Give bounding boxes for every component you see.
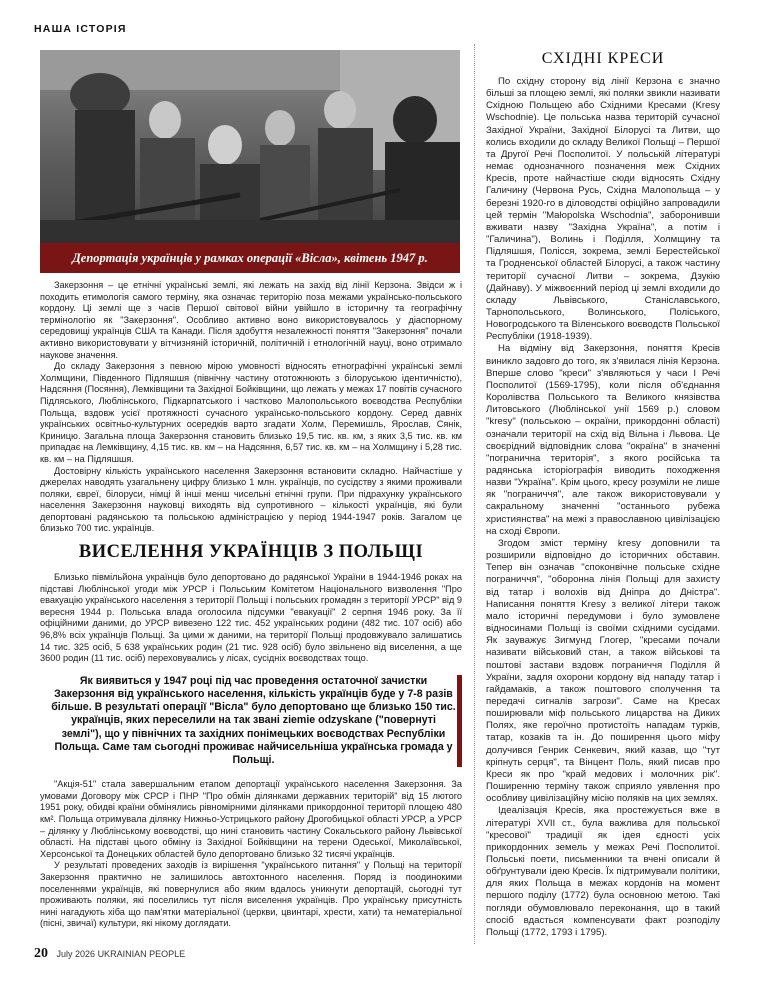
paragraph: По східну сторону від лінії Керзона є значно більші за площею землі, які поляки звикли називати Східною Польщею або Східними Кресами (Kresy Wschodnie). Це польська назва територій сучасної Західної України, Західної Білорусі та Литви, що колись входили до складу Великої Польщі – Першої та Другої Речі Посполитої. У польській літературі немає однозначного позначення меж Східних Кресів, проте найчастіше сюди відносять Східну Галичину (Червона Русь, Східна Малопольща – у березні 1920-го в діловодстві офіційно запровадили цей термін "Małopolska Wschodnia", заборонивши вживати назву "Західна Україна", а потім і "Галичина"), Волинь і Поділля, Холмщину та Підляшшя, Полісся, зокрема, землі Берестейської та Гродненської областей Білорусі, а також частину території сучасної Литви – зокрема, Дзукію (Дайнаву). У міжвоєнний період ці землі входили до складу Львівського, Станіславського, Тарнопольського, Волинського, Поліського, Новогродського та Віленського воєводств Польської Республіки (1918-1939). — [486, 76, 720, 343]
photo-caption: Депортація українців у рамках операції «Вісла», квітень 1947 р. — [40, 243, 460, 273]
paragraph: Закерзоння – це етнічні українські землі, які лежать на захід від лінії Керзона. Звідси ж і походить етимологія самого терміну, яка означає територію поза межами українсько-польського кордону. Ці землі ще з часів Першої світової війни увійшло в історичну та географічну термінологію як "Закерзоння". Особливо активно воно використовувалось у діаспорному середовищі українців США та Канади. Після здобуття незалежності поняття "Закерзоння" почали активно використовувати у вітчизняній історичній, політичній і етнологічній науці, воно отримало наукове значення. — [40, 280, 462, 360]
magazine-name: UKRAINIAN PEOPLE — [97, 949, 186, 959]
page-number: 20 — [34, 946, 48, 961]
paragraph: "Акція-51" стала завершальним етапом депортації українського населення Закерзоння. За умовами Договору між СРСР і ПНР "Про обмін ділянками державних територій" від 15 лютого 1951 року, обидві країни обмінялись рівномірними ділянками прикордонної території площею 480 км². Польща отримувала ділянку Нижньо-Устрицького району Дрогобицької області УРСР, а УРСР – ділянку у Люблінському воєводстві, що нині становить частину Сокальського району Львівської області. На підставі цього обміну із Західної Бойківщини на терени Одеської, Миколаївської, Херсонської та Донецьких областей було депортовано близько 32 тисячі українців. — [40, 779, 462, 859]
left-column — [40, 280, 462, 930]
historical-photo — [40, 50, 460, 273]
paragraph: Близько півмільйона українців було депортовано до радянської України в 1944-1946 роках на підставі Люблінської угоди між УРСР і Польським Комітетом Національного визволення "Про евакуацію українського населення з території Польщі і польських громадян з території УРСР" від 9 вересня 1944 р. Польська влада оголосила підсумки "евакуації" 2 серпня 1946 року. За її офіційними даними, до УРСР вивезено 122 тис. 452 українських родини (482 тис. 107 осіб) або 96,8% всіх українців Польщі. За цими ж даними, на території Польщі продовжувало залишатись 14 тис. 325 осіб, 5 638 українських родин (21 тис. 928 осіб) було звільнено від виселення, а ще 3600 родин (11 тис. осіб) переховувались у лісах, сусідніх воєводствах тощо. — [40, 572, 462, 664]
pull-quote-text: Як виявиться у 1947 році під час проведення остаточної зачистки Закерзоння від українського населення, кількість українців буде у 7-8 разів більше. В результаті операції "Вісла" було депортовано ще близько 150 тис. українців, яких переселили на так звані ziemie odzyskane ("повернуті землі"), що у північних та західних понімецьких воєводствах Республіки Польща. Саме там сьогодні проживає найчисельніша українська громада у Польщі. — [51, 674, 456, 767]
right-column — [486, 50, 720, 939]
paragraph: Згодом зміст терміну kresy доповнили та розширили відповідно до історичних обставин. Тепер він означав "споконвічне польське східне пограниччя", "оборонна лінія Польщі для захисту від татар і волохів від Дніпра до Дністра". Написання поняття Kresy з великої літери також мало історичні передумови і було зумовлене відносинами Польщі із своїми східними сусідами. Як зауважує Зигмунд Глогер, "кресами почали називати військовий стан, а також військові та поштові застави вздовж пограниччя Поділля й України, задля охорони кордону від нападу татар і гайдамаків, а також поштового сполучення та передачі сигналів загрози". Саме на Кресах поширювали міф польського лицарства на Диких Полях, яке героїчно протистоїть нападам турків, татар, козаків та ін. До поширення цього міфу долучився Генрик Сенкевич, який казав, що "тут кріпнуть серця", та Вінцент Поль, який писав про Креси як про "край медових і молочних рік". Поширенню терміну також сприяло уявлення про особливу цивілізаційну місію поляків на цих землях. — [486, 537, 720, 805]
section-heading: СХІДНІ КРЕСИ — [541, 50, 665, 67]
pull-quote — [40, 675, 462, 767]
paragraph: Достовірну кількість українського населення Закерзоння встановити складно. Найчастіше у джерелах наводять узагальнену цифру близько 1 млн. українців, по сусідству з якими проживали поляки, євреї, білоруси, німці й інші менш чисельні етнічні групи. При підрахунку українського населення Закерзоння науковці виходять від супротивного – кількості українців, які були депортовані радянською та польською адміністрацією у період 1944-1947 років. Загалом це близько 700 тис. українців. — [40, 465, 462, 534]
section-heading: ВИСЕЛЕННЯ УКРАЇНЦІВ З ПОЛЬЩІ — [78, 542, 424, 563]
paragraph: Ідеалізація Кресів, яка простежується вже в літературі XVII ст., була важлива для польської "кресової" традиції як ідея єдності усіх прикордонних земель у межах Речі Посполитої. Польські поети, письменники та вчені описали й обґрунтували ідею Кресів. Їх підтримували політики, для яких Польща в межах кордонів на момент першого поділу (1772) була основною метою. Такі погляди обумовлювало переконання, що в такий спосіб вдасться компенсувати факт розподілу Польщі (1772, 1793 і 1795). — [486, 805, 720, 938]
paragraph: У результаті проведених заходів із вирішення "українського питання" у Польщі на території Закерзоння практично не залишилось автохтонного населення. Поряд із поодинокими поселеннями українців, які повернулися або яким вдалось уникнути депортацій, сьогодні тут проживають поляки, які поселились тут після виселення українців. Про українську присутність нині нагадують хіба що пам'ятки матеріальної (церкви, цвинтарі, хрести, хати) та нематеріальної (пісні, звичаї) культури, які нікому доглядати. — [40, 860, 462, 929]
section-label: НАША ІСТОРІЯ — [34, 23, 127, 35]
column-divider — [474, 44, 475, 944]
photo-image — [40, 50, 460, 273]
page-footer — [34, 946, 185, 962]
paragraph: До складу Закерзоння з певною мірою умовності відносять етнографічні українські землі Холмщини, Південного Підляшшя (північну частину ототожнюють з білоруською ідентичністю), Надсяння (Посяння), Лемківщини та Західної Бойківщини, що лежать у межах 17 повітів сучасного Підляського, Люблінського, Підкарпатського і частково Малопольського воєводства Республіки Польща, вздовж усієї протяжності сучасного українсько-польського кордону. Серед давніх українських освітньо-культурних осередків варто згадати Холм, Перемишль, Ярослав, Сянік, Криницю. Загальна площа Закерзоння становить близько 19,5 тис. кв. км, з яких 3,5 тис. кв. км припадає на Лемківщину, 4,15 тис. кв. км – на Надсяння, 6,57 тис. кв. км – на Холмщину і 5,28 тис. кв. км – на Підляшшя. — [40, 361, 462, 464]
paragraph: На відміну від Закерзоння, поняття Кресів виникло задовго до того, як з'явилася лінія Керзона. Вперше слово "креси" з'являються у часи І Речі Посполитої (1569-1795), коли після об'єднання Королівства Польського та Великого князівства Литовського (Люблінської унії 1569 р.) словом "kresy" (польською – окраїни, прикордонні області) означали території на схід від Вільна і Львова. Це своєрідний відповідник слова "окраїна" в значенні "погранична територія", з якого російська та радянська історіографія виводить походження назви "Україна". Крім цього, кресу розуміли не лише як "пограниччя", але також використовували у сакральному значенні "останнього рубежа християнства" на межі з православною цивілізацією на сході Європи. — [486, 343, 720, 537]
issue-date: July 2026 — [56, 949, 96, 959]
